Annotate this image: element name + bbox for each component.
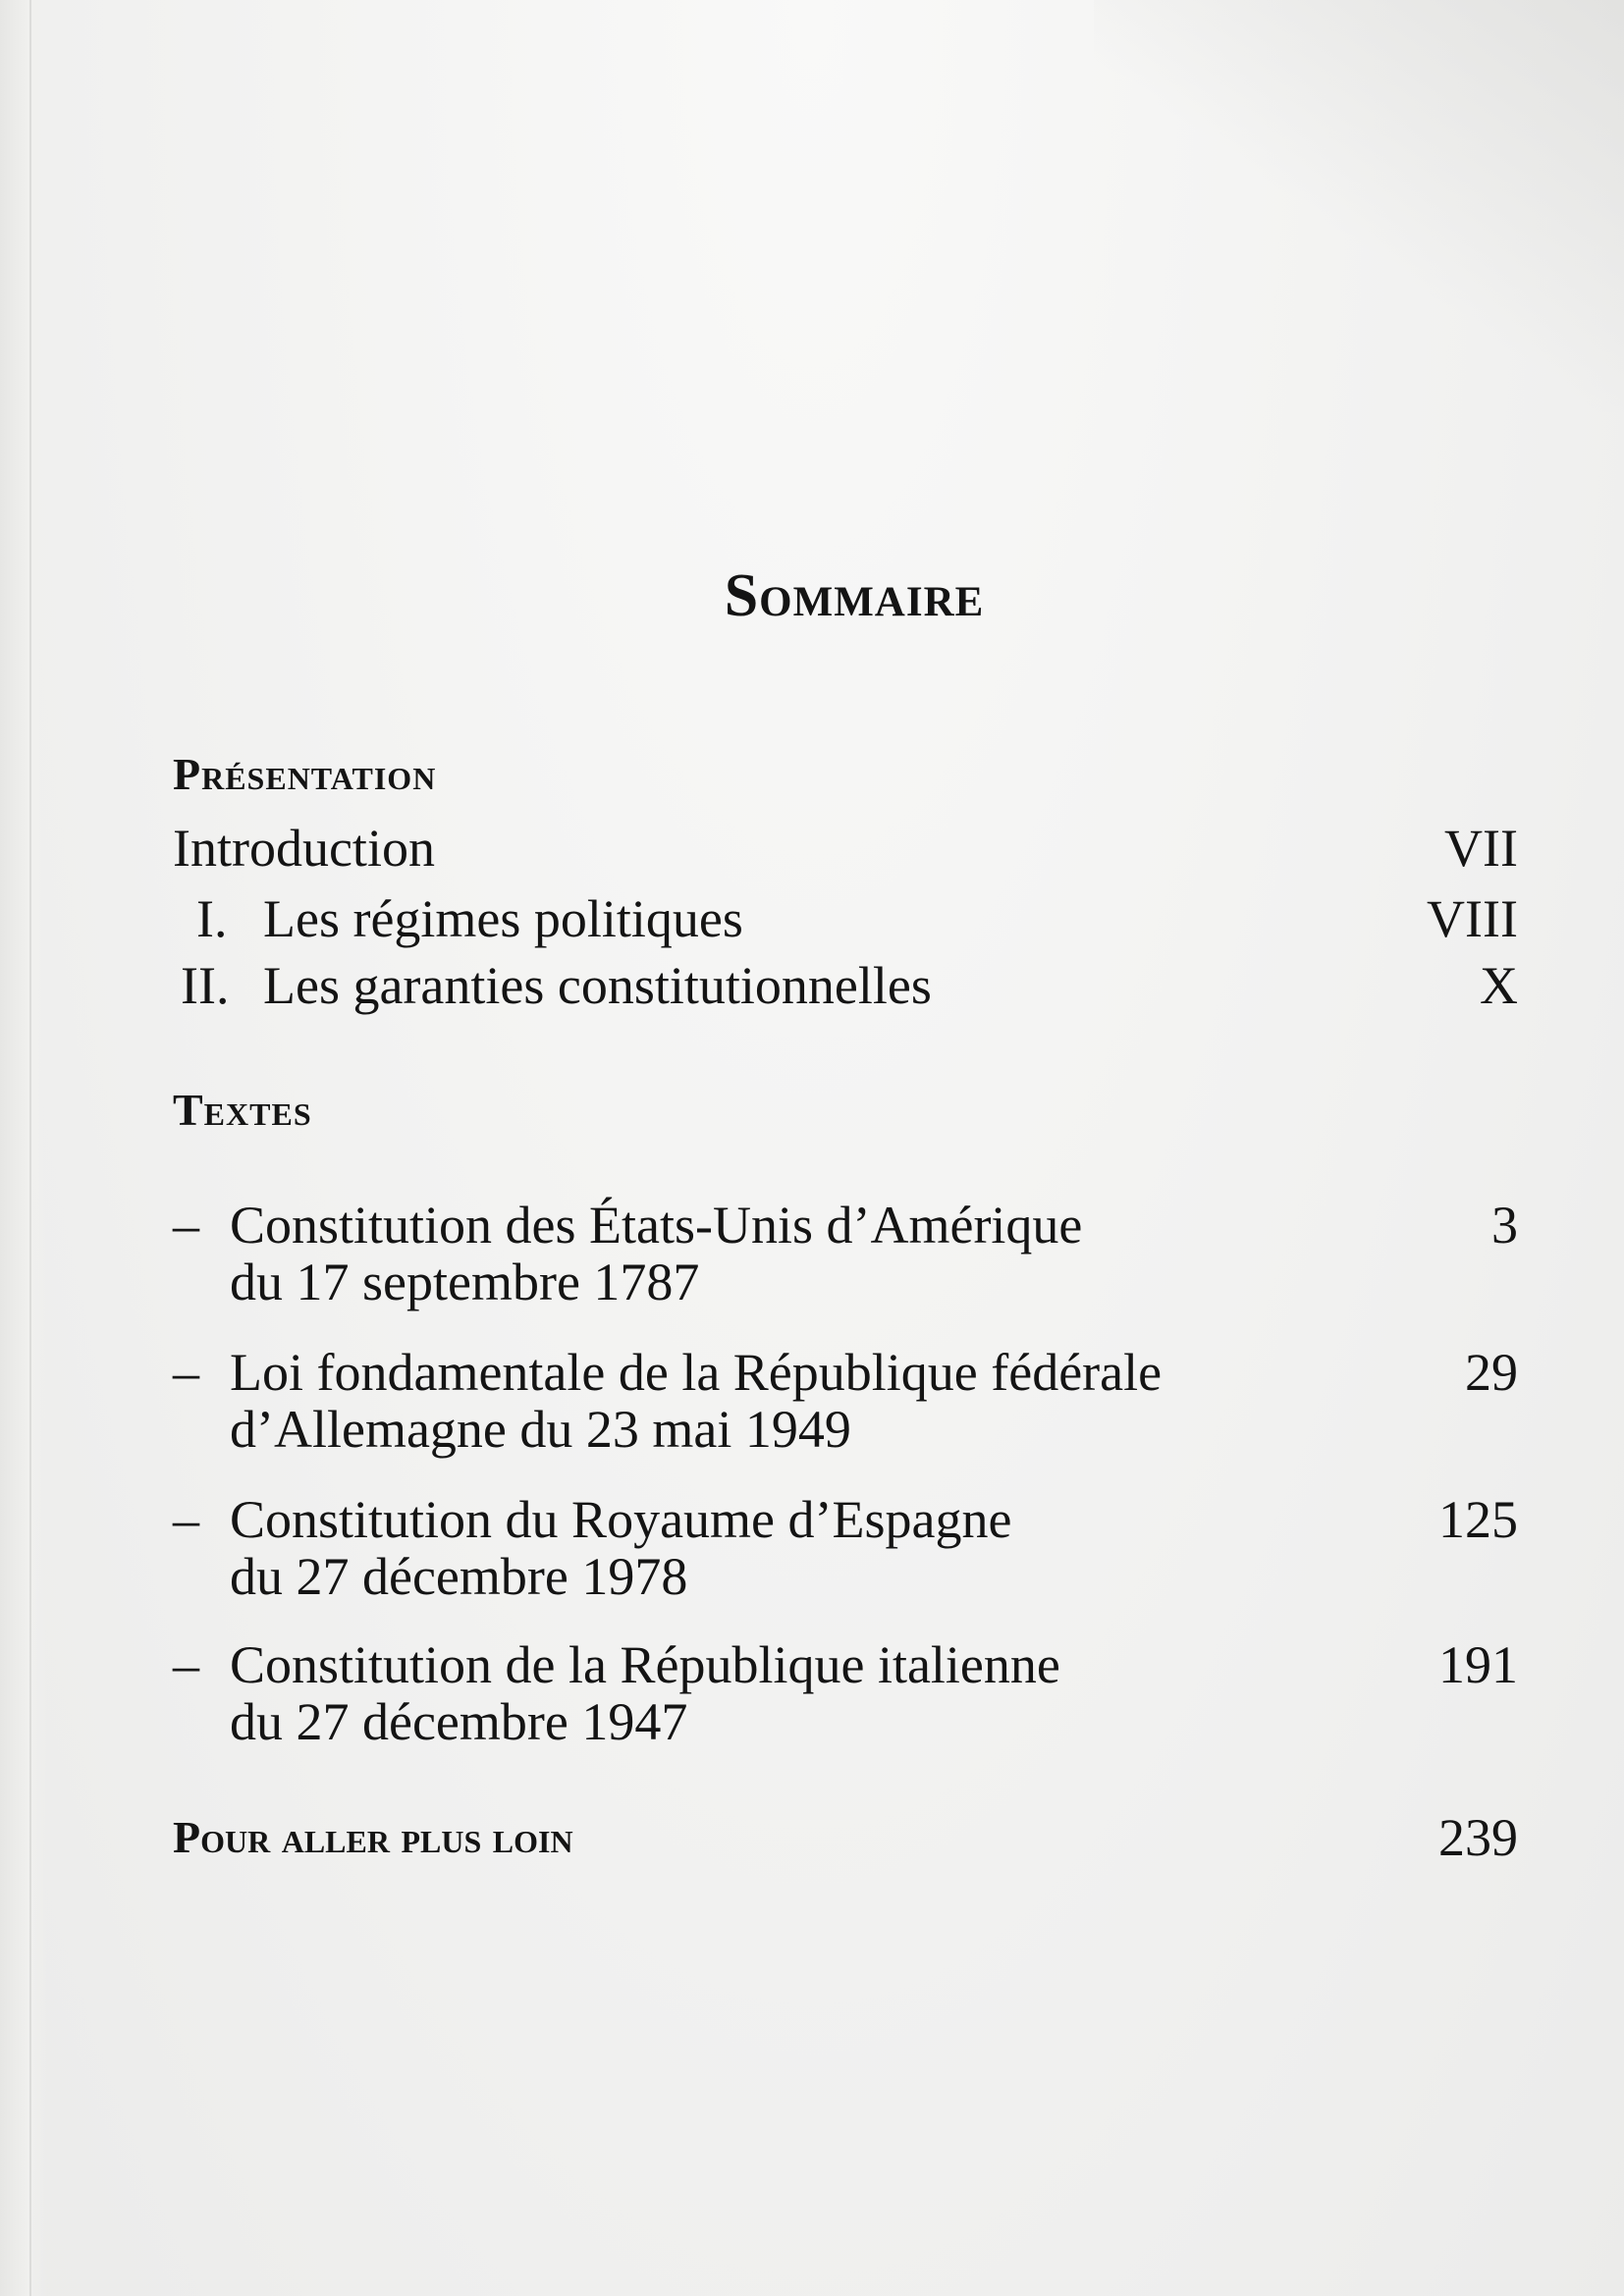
dash-bullet: – [173, 1196, 199, 1255]
toc-label: Introduction [173, 819, 435, 878]
dash-bullet: – [173, 1490, 199, 1549]
toc-label: Les régimes politiques [263, 889, 743, 948]
toc-label: Les garanties constitutionnelles [263, 956, 932, 1015]
toc-entry-title: Constitution des États-Unis d’Amérique [230, 1196, 1083, 1255]
toc-entry-title: Constitution du Royaume d’Espagne [230, 1490, 1012, 1549]
dash-bullet: – [173, 1343, 199, 1402]
toc-item-number: I. [196, 889, 228, 948]
section-heading-textes: Textes [173, 1085, 312, 1135]
toc-page-number: 191 [1438, 1635, 1518, 1694]
dash-bullet: – [173, 1635, 199, 1694]
binding-shadow [0, 0, 47, 2296]
toc-entry-date: d’Allemagne du 23 mai 1949 [230, 1400, 851, 1459]
toc-entry-date: du 27 décembre 1978 [230, 1547, 688, 1606]
toc-item-number: II. [181, 956, 230, 1015]
toc-entry-title: Loi fondamentale de la République fédérale [230, 1343, 1163, 1402]
binding-line [29, 0, 31, 2296]
toc-page-number: 3 [1491, 1196, 1518, 1255]
page-title: Sommaire [724, 562, 985, 629]
toc-entry-date: du 27 décembre 1947 [230, 1692, 688, 1751]
corner-shade [1094, 0, 1624, 412]
toc-page-number: 29 [1465, 1343, 1518, 1402]
toc-entry-title: Constitution de la République italienne [230, 1635, 1060, 1694]
toc-page-number: VIII [1427, 889, 1518, 948]
section-heading-presentation: Présentation [173, 749, 437, 799]
toc-page-number: 239 [1438, 1808, 1518, 1867]
toc-entry-date: du 17 septembre 1787 [230, 1253, 700, 1311]
toc-page-number: VII [1444, 819, 1518, 878]
section-heading-further: Pour aller plus loin [173, 1812, 573, 1862]
toc-page-number: X [1480, 956, 1518, 1015]
toc-page-number: 125 [1438, 1490, 1518, 1549]
